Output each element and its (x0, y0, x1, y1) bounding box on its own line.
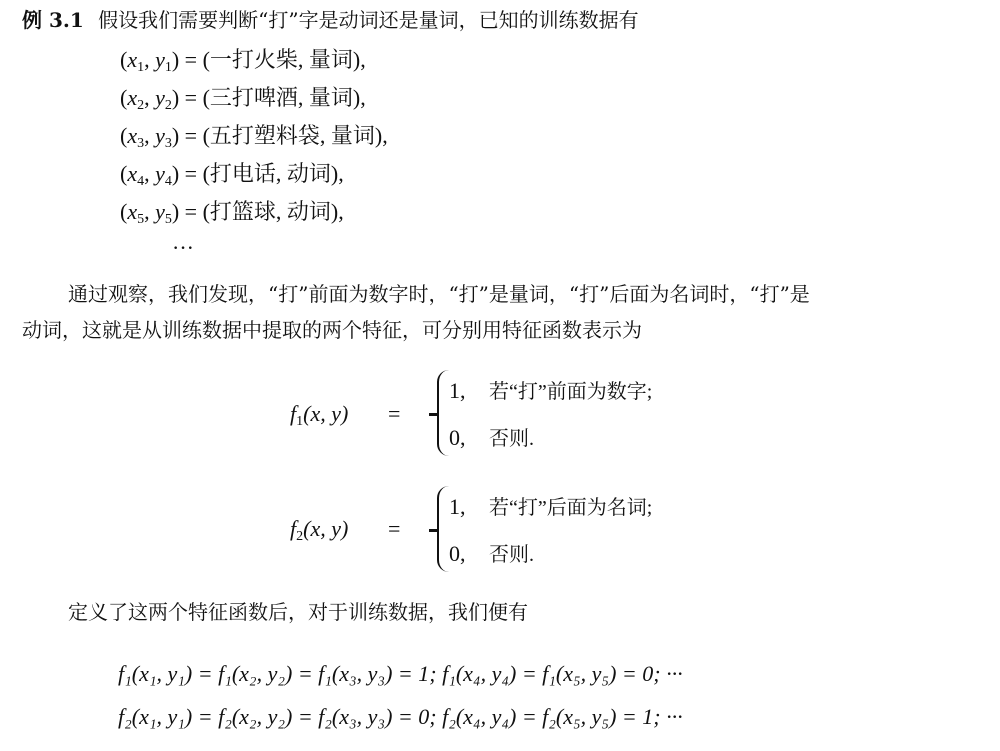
data-pair: ($x_2$, $y_2$) = (三打啤酒, 量词), (120, 85, 366, 113)
data-pair: ($x_5$, $y_5$) = (打篮球, 动词), (120, 199, 344, 227)
result-line-1: f₁(x₁, y₁) = f₁(x₂, y₂) = f₁(x₃, y₃) = 1; f₁(x₄, y₄) = f₁(x₅, y₅) = 0; ··· (118, 661, 683, 686)
data-pair: ($x_4$, $y_4$) = (打电话, 动词), (120, 161, 344, 189)
result-line-2: f₂(x₁, y₁) = f₂(x₂, y₂) = f₂(x₃, y₃) = 0; f₂(x₄, y₄) = f₂(x₅, y₅) = 1; ··· (118, 704, 683, 729)
feature-function-2-case-2: 0, 否则. (449, 541, 534, 566)
feature-function-1-case-2: 0, 否则. (449, 425, 534, 450)
feature-function-1-lhs: $f_1(x$, y) (290, 401, 349, 429)
feature-function-1-case-1: 1, 若“打”前面为数字; (449, 378, 653, 403)
example-heading (22, 6, 639, 34)
feature-function-2-lhs: $f_2(x$, y) (290, 516, 349, 544)
data-pair-text: (五打塑料袋, 量词), (202, 123, 388, 148)
observation-line-2: 动词，这就是从训练数据中提取的两个特征，可分别用特征函数表示为 (22, 318, 642, 342)
data-pair-text: (打篮球, 动词), (202, 199, 344, 224)
ellipsis: ··· (172, 235, 194, 260)
observation-line-1: 通过观察，我们发现，“打”前面为数字时，“打”是量词，“打”后面为名词时，“打”是 (68, 282, 810, 306)
left-brace-1 (437, 370, 449, 456)
left-brace-2 (437, 486, 449, 572)
feature-function-2-case-1: 1, 若“打”后面为名词; (449, 494, 653, 519)
data-pair-text: (打电话, 动词), (202, 161, 344, 186)
feature-function-1-equals: = (388, 401, 401, 426)
example-intro: 假设我们需要判断“打”字是动词还是量词，已知的训练数据有 (98, 8, 639, 32)
data-pair-text: (三打啤酒, 量词), (202, 85, 366, 110)
data-pair: ($x_3$, $y_3$) = (五打塑料袋, 量词), (120, 123, 388, 151)
data-pair: ($x_1$, $y_1$) = (一打火柴, 量词), (120, 47, 366, 75)
conclusion-text: 定义了这两个特征函数后，对于训练数据，我们便有 (68, 600, 528, 624)
example-label: 例 3.1 (22, 8, 84, 32)
feature-function-2-equals: = (388, 516, 401, 541)
data-pair-text: (一打火柴, 量词), (202, 47, 366, 72)
